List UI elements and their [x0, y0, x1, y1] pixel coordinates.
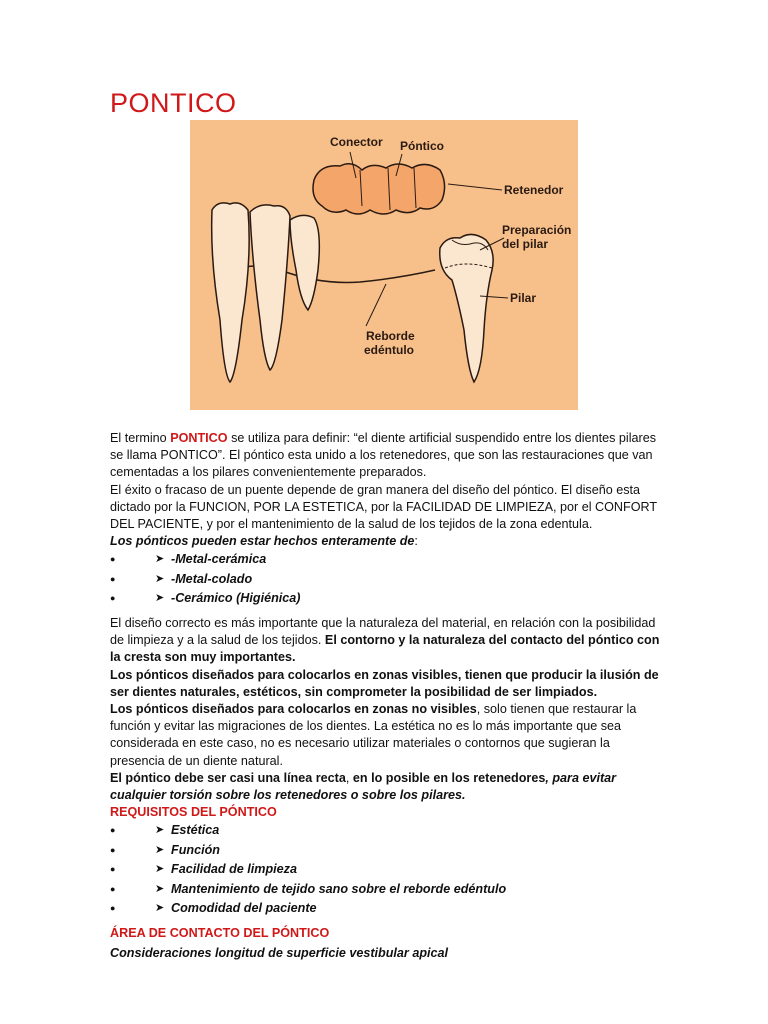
- materials-list: [110, 550, 660, 609]
- paragraph-materials-intro: Los pónticos pueden estar hechos enteramente de:: [110, 534, 418, 549]
- paragraph-design: El éxito o fracaso de un puente depende de gran manera del diseño del póntico. El diseño esta dictado por la FUNCION, POR LA ESTETICA, por la FACILIDAD DE LIMPIEZA, por el CONFORT DEL PACIENTE, y por el mantenimiento de la salud de los tejidos de la zona edentula.: [110, 482, 657, 532]
- bridge-diagram-figure: [190, 120, 578, 410]
- arrow-icon: ➤: [155, 572, 165, 585]
- list-item: ● ➤ Función: [110, 841, 660, 861]
- paragraph-straight-line: El póntico debe ser casi una línea recta, en lo posible en los retenedores, para evitar cualquier torsión sobre los retenedores o sobre los pilares.: [110, 770, 617, 802]
- arrow-icon: ➤: [155, 843, 165, 856]
- list-item: ● ➤ -Metal-colado: [110, 570, 660, 590]
- arrow-icon: ➤: [155, 902, 165, 915]
- bullet-icon: ●: [110, 825, 116, 836]
- list-item: ● ➤ Estética: [110, 821, 660, 841]
- arrow-icon: ➤: [155, 863, 165, 876]
- bullet-icon: ●: [110, 573, 116, 584]
- bullet-icon: ●: [110, 554, 116, 565]
- bullet-icon: ●: [110, 864, 116, 875]
- list-item: ● ➤ -Cerámico (Higiénica): [110, 589, 660, 609]
- list-item: ● ➤ -Metal-cerámica: [110, 550, 660, 570]
- label-reborde: Reborde: [366, 329, 415, 343]
- bridge-diagram: [190, 120, 578, 410]
- keyword-pontico: PONTICO: [170, 431, 228, 445]
- requisitos-list: [110, 821, 660, 919]
- label-del-pilar: del pilar: [502, 237, 549, 251]
- area-heading: ÁREA DE CONTACTO DEL PÓNTICO: [110, 925, 330, 940]
- arrow-icon: ➤: [155, 882, 165, 895]
- paragraph-definition: El termino PONTICO se utiliza para definir: “el diente artificial suspendido entre los dientes pilares se llama PONTICO”. El póntico esta unido a los retenedores, que son las restauraciones que van cementadas a los pilares convenientemente preparados.: [110, 431, 656, 480]
- arrow-icon: ➤: [155, 553, 165, 566]
- list-item: ● ➤ Facilidad de limpieza: [110, 860, 660, 880]
- list-item: ● ➤ Mantenimiento de tejido sano sobre el reborde edéntulo: [110, 880, 660, 900]
- label-edentulo: edéntulo: [364, 343, 414, 357]
- bullet-icon: ●: [110, 903, 116, 914]
- page-title: PONTICO: [110, 88, 237, 118]
- paragraph-visible-zones: Los pónticos diseñados para colocarlos en zonas visibles, tienen que producir la ilusión de ser dientes naturales, estéticos, sin comprometer la posibilidad de ser limpiados.: [110, 667, 659, 699]
- paragraph-material-design: El diseño correcto es más importante que la naturaleza del material, en relación con la posibilidad de limpieza y a la salud de los tejidos. El contorno y la naturaleza del contacto del póntico con la cresta son muy importantes.: [110, 615, 660, 665]
- label-retenedor: Retenedor: [504, 183, 564, 197]
- label-preparacion: Preparación: [502, 223, 572, 237]
- requisitos-heading: REQUISITOS DEL PÓNTICO: [110, 805, 277, 820]
- bullet-icon: ●: [110, 844, 116, 855]
- arrow-icon: ➤: [155, 592, 165, 605]
- document-body: [110, 430, 660, 962]
- label-pontico: Póntico: [400, 139, 444, 153]
- bullet-icon: ●: [110, 883, 116, 894]
- label-conector: Conector: [330, 135, 383, 149]
- list-item: ● ➤ Comodidad del paciente: [110, 899, 660, 919]
- label-pilar: Pilar: [510, 291, 537, 305]
- bullet-icon: ●: [110, 593, 116, 604]
- consideraciones-text: Consideraciones longitud de superficie vestibular apical: [110, 946, 449, 961]
- arrow-icon: ➤: [155, 824, 165, 837]
- paragraph-non-visible-zones: Los pónticos diseñados para colocarlos en zonas no visibles, solo tienen que restaurar la función y evitar las migraciones de los dientes. La estética no es lo más importante que sea considerada en este caso, no es necesario utilizar materiales o contornos que sugieran la presencia de un diente natural.: [110, 701, 637, 768]
